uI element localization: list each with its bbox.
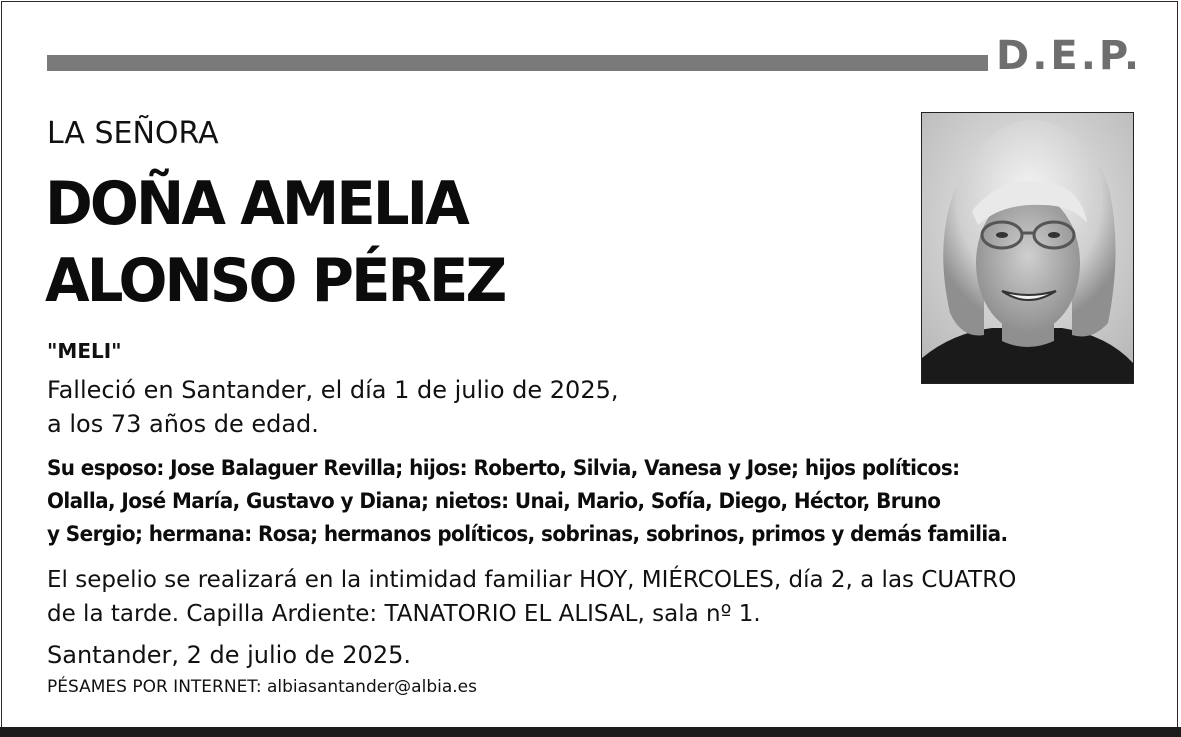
dep-badge: D.E.P. [996, 33, 1143, 79]
family-line-2: Olalla, José María, Gustavo y Diana; nietos: Unai, Mario, Sofía, Diego, Héctor, Bruno [47, 489, 941, 513]
condolences-email[interactable]: albiasantander@albia.es [266, 677, 477, 697]
burial-line-2: de la tarde. Capilla Ardiente: TANATORIO EL ALISAL, sala nº 1. [47, 601, 761, 627]
honorific: LA SEÑORA [47, 116, 219, 151]
family-line-1: Su esposo: Jose Balaguer Revilla; hijos: Roberto, Silvia, Vanesa y Jose; hijos políticos: [47, 456, 960, 480]
deceased-name [45, 166, 504, 320]
death-line-2: a los 73 años de edad. [47, 410, 319, 438]
portrait-photo [921, 112, 1134, 384]
family-line-3: y Sergio; hermana: Rosa; hermanos políticos, sobrinas, sobrinos, primos y demás familia. [47, 522, 1008, 546]
bottom-border [0, 727, 1181, 737]
nickname: "MELI" [47, 339, 122, 363]
burial-details [47, 563, 1147, 631]
header-rule [47, 55, 988, 71]
condolences-label: PÉSAMES POR INTERNET: [47, 677, 262, 697]
portrait-image [922, 113, 1133, 383]
name-line-1: DOÑA AMELIA [45, 169, 467, 239]
condolences-line [47, 675, 477, 699]
death-announcement [47, 373, 667, 441]
death-line-1: Falleció en Santander, el día 1 de julio de 2025, [47, 376, 619, 404]
place-and-date: Santander, 2 de julio de 2025. [47, 641, 411, 669]
name-line-2: ALONSO PÉREZ [45, 246, 505, 316]
family-list [47, 452, 1083, 551]
burial-line-1: El sepelio se realizará en la intimidad familiar HOY, MIÉRCOLES, día 2, a las CUATRO [47, 567, 1017, 593]
